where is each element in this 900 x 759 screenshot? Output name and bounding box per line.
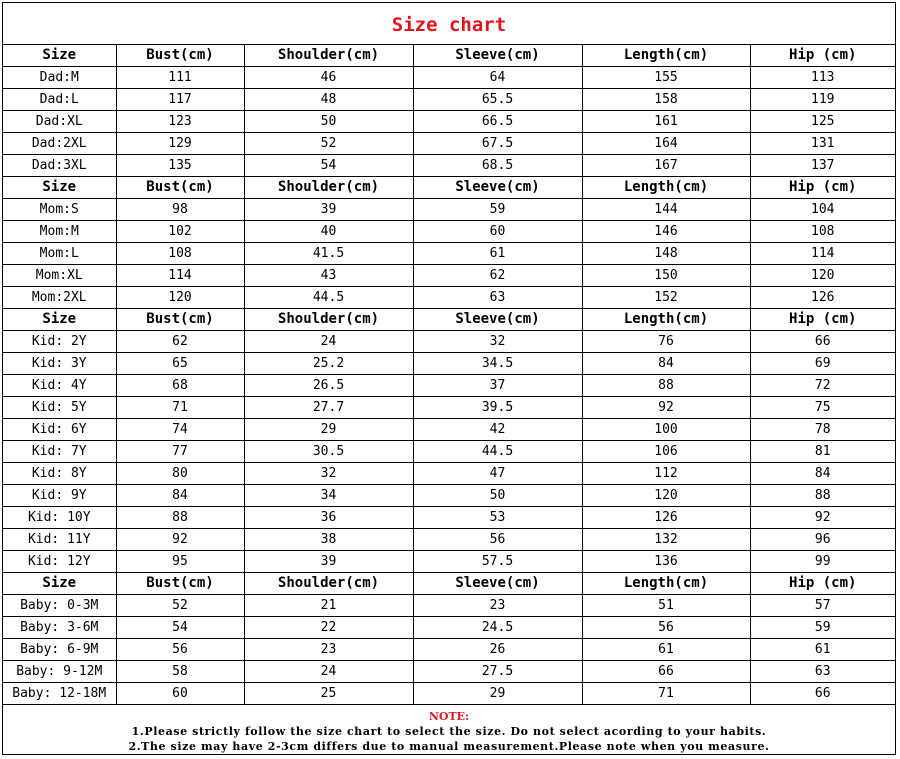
measurement-cell: 137 xyxy=(750,155,895,177)
table-row xyxy=(3,111,895,133)
measurement-cell: 152 xyxy=(582,287,750,309)
measurement-cell: 113 xyxy=(750,67,895,89)
measurement-cell: 37 xyxy=(413,375,582,397)
measurement-cell: 57 xyxy=(750,595,895,617)
table-row xyxy=(3,507,895,529)
measurement-cell: 125 xyxy=(750,111,895,133)
measurement-cell: 81 xyxy=(750,441,895,463)
size-cell: Baby: 12-18M xyxy=(3,683,116,705)
measurement-cell: 39 xyxy=(244,551,413,573)
column-header: Length(cm) xyxy=(582,177,750,199)
measurement-cell: 44.5 xyxy=(244,287,413,309)
measurement-cell: 23 xyxy=(413,595,582,617)
note-section xyxy=(3,705,895,754)
note-line-2: 2.The size may have 2-3cm differs due to manual measurement.Please note when you measure. xyxy=(128,740,770,753)
size-cell: Baby: 0-3M xyxy=(3,595,116,617)
header-row xyxy=(3,309,895,331)
measurement-cell: 92 xyxy=(582,397,750,419)
measurement-cell: 84 xyxy=(116,485,244,507)
measurement-cell: 108 xyxy=(116,243,244,265)
column-header: Length(cm) xyxy=(582,45,750,67)
measurement-cell: 61 xyxy=(582,639,750,661)
measurement-cell: 25.2 xyxy=(244,353,413,375)
measurement-cell: 71 xyxy=(582,683,750,705)
measurement-cell: 84 xyxy=(750,463,895,485)
size-table xyxy=(3,45,895,705)
column-header: Hip (cm) xyxy=(750,45,895,67)
measurement-cell: 150 xyxy=(582,265,750,287)
measurement-cell: 84 xyxy=(582,353,750,375)
measurement-cell: 29 xyxy=(244,419,413,441)
measurement-cell: 52 xyxy=(244,133,413,155)
measurement-cell: 136 xyxy=(582,551,750,573)
size-cell: Baby: 9-12M xyxy=(3,661,116,683)
size-cell: Baby: 3-6M xyxy=(3,617,116,639)
measurement-cell: 21 xyxy=(244,595,413,617)
measurement-cell: 34.5 xyxy=(413,353,582,375)
table-row xyxy=(3,595,895,617)
size-cell: Dad:M xyxy=(3,67,116,89)
measurement-cell: 25 xyxy=(244,683,413,705)
column-header: Length(cm) xyxy=(582,309,750,331)
measurement-cell: 52 xyxy=(116,595,244,617)
column-header: Sleeve(cm) xyxy=(413,45,582,67)
header-row xyxy=(3,45,895,67)
measurement-cell: 66 xyxy=(750,683,895,705)
measurement-cell: 39.5 xyxy=(413,397,582,419)
measurement-cell: 23 xyxy=(244,639,413,661)
measurement-cell: 54 xyxy=(244,155,413,177)
size-cell: Kid: 11Y xyxy=(3,529,116,551)
table-row xyxy=(3,485,895,507)
table-row xyxy=(3,221,895,243)
measurement-cell: 167 xyxy=(582,155,750,177)
measurement-cell: 75 xyxy=(750,397,895,419)
size-cell: Dad:L xyxy=(3,89,116,111)
measurement-cell: 72 xyxy=(750,375,895,397)
measurement-cell: 131 xyxy=(750,133,895,155)
measurement-cell: 68 xyxy=(116,375,244,397)
size-cell: Kid: 4Y xyxy=(3,375,116,397)
measurement-cell: 68.5 xyxy=(413,155,582,177)
measurement-cell: 39 xyxy=(244,199,413,221)
size-cell: Kid: 9Y xyxy=(3,485,116,507)
measurement-cell: 126 xyxy=(750,287,895,309)
table-row xyxy=(3,397,895,419)
header-row xyxy=(3,573,895,595)
table-row xyxy=(3,375,895,397)
measurement-cell: 63 xyxy=(413,287,582,309)
measurement-cell: 24 xyxy=(244,661,413,683)
measurement-cell: 57.5 xyxy=(413,551,582,573)
table-row xyxy=(3,155,895,177)
size-cell: Kid: 3Y xyxy=(3,353,116,375)
size-cell: Mom:L xyxy=(3,243,116,265)
note-line-1: 1.Please strictly follow the size chart to select the size. Do not select acording to your habits. xyxy=(131,725,767,738)
measurement-cell: 61 xyxy=(413,243,582,265)
measurement-cell: 120 xyxy=(116,287,244,309)
size-cell: Mom:XL xyxy=(3,265,116,287)
measurement-cell: 27.7 xyxy=(244,397,413,419)
measurement-cell: 62 xyxy=(413,265,582,287)
measurement-cell: 129 xyxy=(116,133,244,155)
measurement-cell: 120 xyxy=(582,485,750,507)
measurement-cell: 112 xyxy=(582,463,750,485)
measurement-cell: 146 xyxy=(582,221,750,243)
column-header: Size xyxy=(3,573,116,595)
measurement-cell: 62 xyxy=(116,331,244,353)
measurement-cell: 51 xyxy=(582,595,750,617)
measurement-cell: 135 xyxy=(116,155,244,177)
measurement-cell: 106 xyxy=(582,441,750,463)
measurement-cell: 26 xyxy=(413,639,582,661)
column-header: Size xyxy=(3,45,116,67)
column-header: Sleeve(cm) xyxy=(413,309,582,331)
table-row xyxy=(3,683,895,705)
column-header: Sleeve(cm) xyxy=(413,177,582,199)
column-header: Bust(cm) xyxy=(116,177,244,199)
measurement-cell: 24.5 xyxy=(413,617,582,639)
measurement-cell: 71 xyxy=(116,397,244,419)
size-cell: Kid: 12Y xyxy=(3,551,116,573)
table-row xyxy=(3,331,895,353)
measurement-cell: 32 xyxy=(413,331,582,353)
measurement-cell: 44.5 xyxy=(413,441,582,463)
column-header: Size xyxy=(3,309,116,331)
measurement-cell: 43 xyxy=(244,265,413,287)
size-cell: Kid: 8Y xyxy=(3,463,116,485)
size-table-body xyxy=(3,45,895,705)
measurement-cell: 36 xyxy=(244,507,413,529)
measurement-cell: 24 xyxy=(244,331,413,353)
measurement-cell: 64 xyxy=(413,67,582,89)
size-cell: Baby: 6-9M xyxy=(3,639,116,661)
table-row xyxy=(3,639,895,661)
measurement-cell: 66 xyxy=(750,331,895,353)
table-row xyxy=(3,265,895,287)
measurement-cell: 77 xyxy=(116,441,244,463)
measurement-cell: 65 xyxy=(116,353,244,375)
measurement-cell: 132 xyxy=(582,529,750,551)
size-cell: Mom:S xyxy=(3,199,116,221)
column-header: Shoulder(cm) xyxy=(244,45,413,67)
column-header: Hip (cm) xyxy=(750,309,895,331)
measurement-cell: 88 xyxy=(116,507,244,529)
column-header: Shoulder(cm) xyxy=(244,309,413,331)
measurement-cell: 56 xyxy=(116,639,244,661)
measurement-cell: 32 xyxy=(244,463,413,485)
table-row xyxy=(3,89,895,111)
size-cell: Dad:XL xyxy=(3,111,116,133)
measurement-cell: 65.5 xyxy=(413,89,582,111)
measurement-cell: 47 xyxy=(413,463,582,485)
measurement-cell: 114 xyxy=(116,265,244,287)
measurement-cell: 26.5 xyxy=(244,375,413,397)
table-row xyxy=(3,67,895,89)
measurement-cell: 34 xyxy=(244,485,413,507)
measurement-cell: 144 xyxy=(582,199,750,221)
measurement-cell: 60 xyxy=(116,683,244,705)
measurement-cell: 119 xyxy=(750,89,895,111)
measurement-cell: 92 xyxy=(750,507,895,529)
measurement-cell: 76 xyxy=(582,331,750,353)
measurement-cell: 155 xyxy=(582,67,750,89)
measurement-cell: 123 xyxy=(116,111,244,133)
column-header: Hip (cm) xyxy=(750,177,895,199)
size-cell: Mom:M xyxy=(3,221,116,243)
size-cell: Kid: 6Y xyxy=(3,419,116,441)
measurement-cell: 29 xyxy=(413,683,582,705)
column-header: Bust(cm) xyxy=(116,45,244,67)
table-row xyxy=(3,661,895,683)
measurement-cell: 102 xyxy=(116,221,244,243)
size-chart-document xyxy=(2,2,896,755)
measurement-cell: 66.5 xyxy=(413,111,582,133)
measurement-cell: 41.5 xyxy=(244,243,413,265)
measurement-cell: 78 xyxy=(750,419,895,441)
size-cell: Dad:2XL xyxy=(3,133,116,155)
size-cell: Mom:2XL xyxy=(3,287,116,309)
measurement-cell: 111 xyxy=(116,67,244,89)
measurement-cell: 104 xyxy=(750,199,895,221)
size-cell: Kid: 5Y xyxy=(3,397,116,419)
table-row xyxy=(3,243,895,265)
column-header: Sleeve(cm) xyxy=(413,573,582,595)
table-row xyxy=(3,617,895,639)
measurement-cell: 92 xyxy=(116,529,244,551)
measurement-cell: 22 xyxy=(244,617,413,639)
measurement-cell: 56 xyxy=(413,529,582,551)
column-header: Bust(cm) xyxy=(116,573,244,595)
table-row xyxy=(3,199,895,221)
column-header: Length(cm) xyxy=(582,573,750,595)
measurement-cell: 42 xyxy=(413,419,582,441)
measurement-cell: 98 xyxy=(116,199,244,221)
measurement-cell: 99 xyxy=(750,551,895,573)
measurement-cell: 80 xyxy=(116,463,244,485)
table-row xyxy=(3,551,895,573)
measurement-cell: 88 xyxy=(582,375,750,397)
measurement-cell: 56 xyxy=(582,617,750,639)
measurement-cell: 114 xyxy=(750,243,895,265)
column-header: Shoulder(cm) xyxy=(244,573,413,595)
measurement-cell: 95 xyxy=(116,551,244,573)
measurement-cell: 50 xyxy=(413,485,582,507)
measurement-cell: 69 xyxy=(750,353,895,375)
table-row xyxy=(3,353,895,375)
header-row xyxy=(3,177,895,199)
measurement-cell: 148 xyxy=(582,243,750,265)
measurement-cell: 164 xyxy=(582,133,750,155)
table-row xyxy=(3,133,895,155)
column-header: Size xyxy=(3,177,116,199)
size-cell: Kid: 2Y xyxy=(3,331,116,353)
column-header: Hip (cm) xyxy=(750,573,895,595)
measurement-cell: 27.5 xyxy=(413,661,582,683)
measurement-cell: 161 xyxy=(582,111,750,133)
column-header: Shoulder(cm) xyxy=(244,177,413,199)
measurement-cell: 120 xyxy=(750,265,895,287)
measurement-cell: 59 xyxy=(750,617,895,639)
measurement-cell: 40 xyxy=(244,221,413,243)
measurement-cell: 58 xyxy=(116,661,244,683)
size-cell: Kid: 10Y xyxy=(3,507,116,529)
measurement-cell: 54 xyxy=(116,617,244,639)
measurement-cell: 100 xyxy=(582,419,750,441)
measurement-cell: 46 xyxy=(244,67,413,89)
measurement-cell: 50 xyxy=(244,111,413,133)
measurement-cell: 60 xyxy=(413,221,582,243)
size-cell: Dad:3XL xyxy=(3,155,116,177)
measurement-cell: 67.5 xyxy=(413,133,582,155)
table-row xyxy=(3,463,895,485)
measurement-cell: 88 xyxy=(750,485,895,507)
column-header: Bust(cm) xyxy=(116,309,244,331)
size-cell: Kid: 7Y xyxy=(3,441,116,463)
measurement-cell: 63 xyxy=(750,661,895,683)
table-row xyxy=(3,529,895,551)
measurement-cell: 61 xyxy=(750,639,895,661)
measurement-cell: 66 xyxy=(582,661,750,683)
measurement-cell: 108 xyxy=(750,221,895,243)
table-row xyxy=(3,287,895,309)
table-row xyxy=(3,441,895,463)
measurement-cell: 158 xyxy=(582,89,750,111)
measurement-cell: 117 xyxy=(116,89,244,111)
measurement-cell: 96 xyxy=(750,529,895,551)
measurement-cell: 126 xyxy=(582,507,750,529)
measurement-cell: 59 xyxy=(413,199,582,221)
measurement-cell: 48 xyxy=(244,89,413,111)
note-label: NOTE: xyxy=(428,710,470,723)
measurement-cell: 30.5 xyxy=(244,441,413,463)
measurement-cell: 74 xyxy=(116,419,244,441)
table-row xyxy=(3,419,895,441)
chart-title: Size chart xyxy=(3,3,895,45)
measurement-cell: 53 xyxy=(413,507,582,529)
measurement-cell: 38 xyxy=(244,529,413,551)
